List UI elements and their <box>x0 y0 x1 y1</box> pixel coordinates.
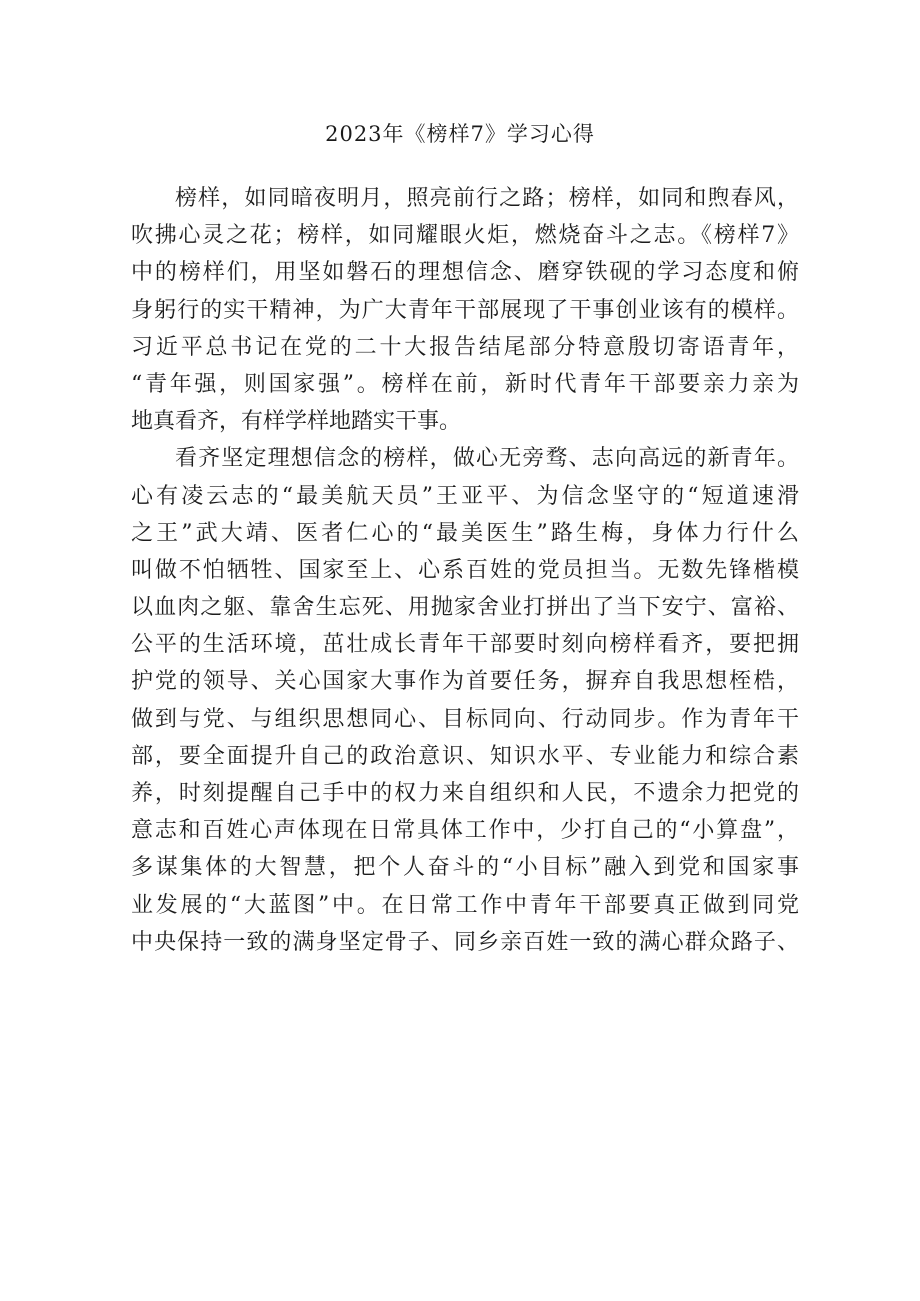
text-line: 吹拂心灵之花；榜样，如同耀眼火炬，燃烧奋斗之志。《榜样7》 <box>131 223 799 249</box>
text-line: 意志和百姓心声体现在日常具体工作中，少打自己的“小算盘”， <box>131 818 799 844</box>
paragraph <box>131 180 799 440</box>
document-body <box>131 180 799 961</box>
text-line: 地真看齐，有样学样地踏实干事。 <box>131 409 462 435</box>
text-line: 公平的生活环境，茁壮成长青年干部要时刻向榜样看齐，要把拥 <box>131 632 799 658</box>
text-line: 之王”武大靖、医者仁心的“最美医生”路生梅，身体力行什么 <box>131 520 799 546</box>
paragraph <box>131 440 799 961</box>
text-line: “青年强，则国家强”。榜样在前，新时代青年干部要亲力亲为 <box>131 371 799 397</box>
text-line: 榜样，如同暗夜明月，照亮前行之路；榜样，如同和煦春风， <box>175 186 799 211</box>
text-line: 习近平总书记在党的二十大报告结尾部分特意殷切寄语青年， <box>131 334 799 360</box>
text-line: 心有凌云志的“最美航天员”王亚平、为信念坚守的“短道速滑 <box>131 483 799 509</box>
document-title: 2023年《榜样7》学习心得 <box>325 122 595 146</box>
text-line: 护党的领导、关心国家大事作为首要任务，摒弃自我思想桎梏， <box>131 669 799 695</box>
text-line: 中央保持一致的满身坚定骨子、同乡亲百姓一致的满心群众路子、 <box>131 929 799 955</box>
text-line: 中的榜样们，用坚如磐石的理想信念、磨穿铁砚的学习态度和俯 <box>131 260 799 286</box>
text-line: 业发展的“大蓝图”中。在日常工作中青年干部要真正做到同党 <box>131 892 799 918</box>
text-line: 做到与党、与组织思想同心、目标同向、行动同步。作为青年干 <box>131 706 799 732</box>
text-line: 看齐坚定理想信念的榜样，做心无旁骛、志向高远的新青年。 <box>175 446 799 472</box>
text-line: 叫做不怕牺牲、国家至上、心系百姓的党员担当。无数先锋楷模 <box>131 557 799 583</box>
text-line: 养，时刻提醒自己手中的权力来自组织和人民，不遗余力把党的 <box>131 781 799 806</box>
text-line: 多谋集体的大智慧，把个人奋斗的“小目标”融入到党和国家事 <box>131 855 799 881</box>
text-line: 部，要全面提升自己的政治意识、知识水平、专业能力和综合素 <box>131 743 799 769</box>
text-line: 身躬行的实干精神，为广大青年干部展现了干事创业该有的模样。 <box>131 297 799 323</box>
text-line: 以血肉之躯、靠舍生忘死、用抛家舍业打拼出了当下安宁、富裕、 <box>131 595 799 621</box>
